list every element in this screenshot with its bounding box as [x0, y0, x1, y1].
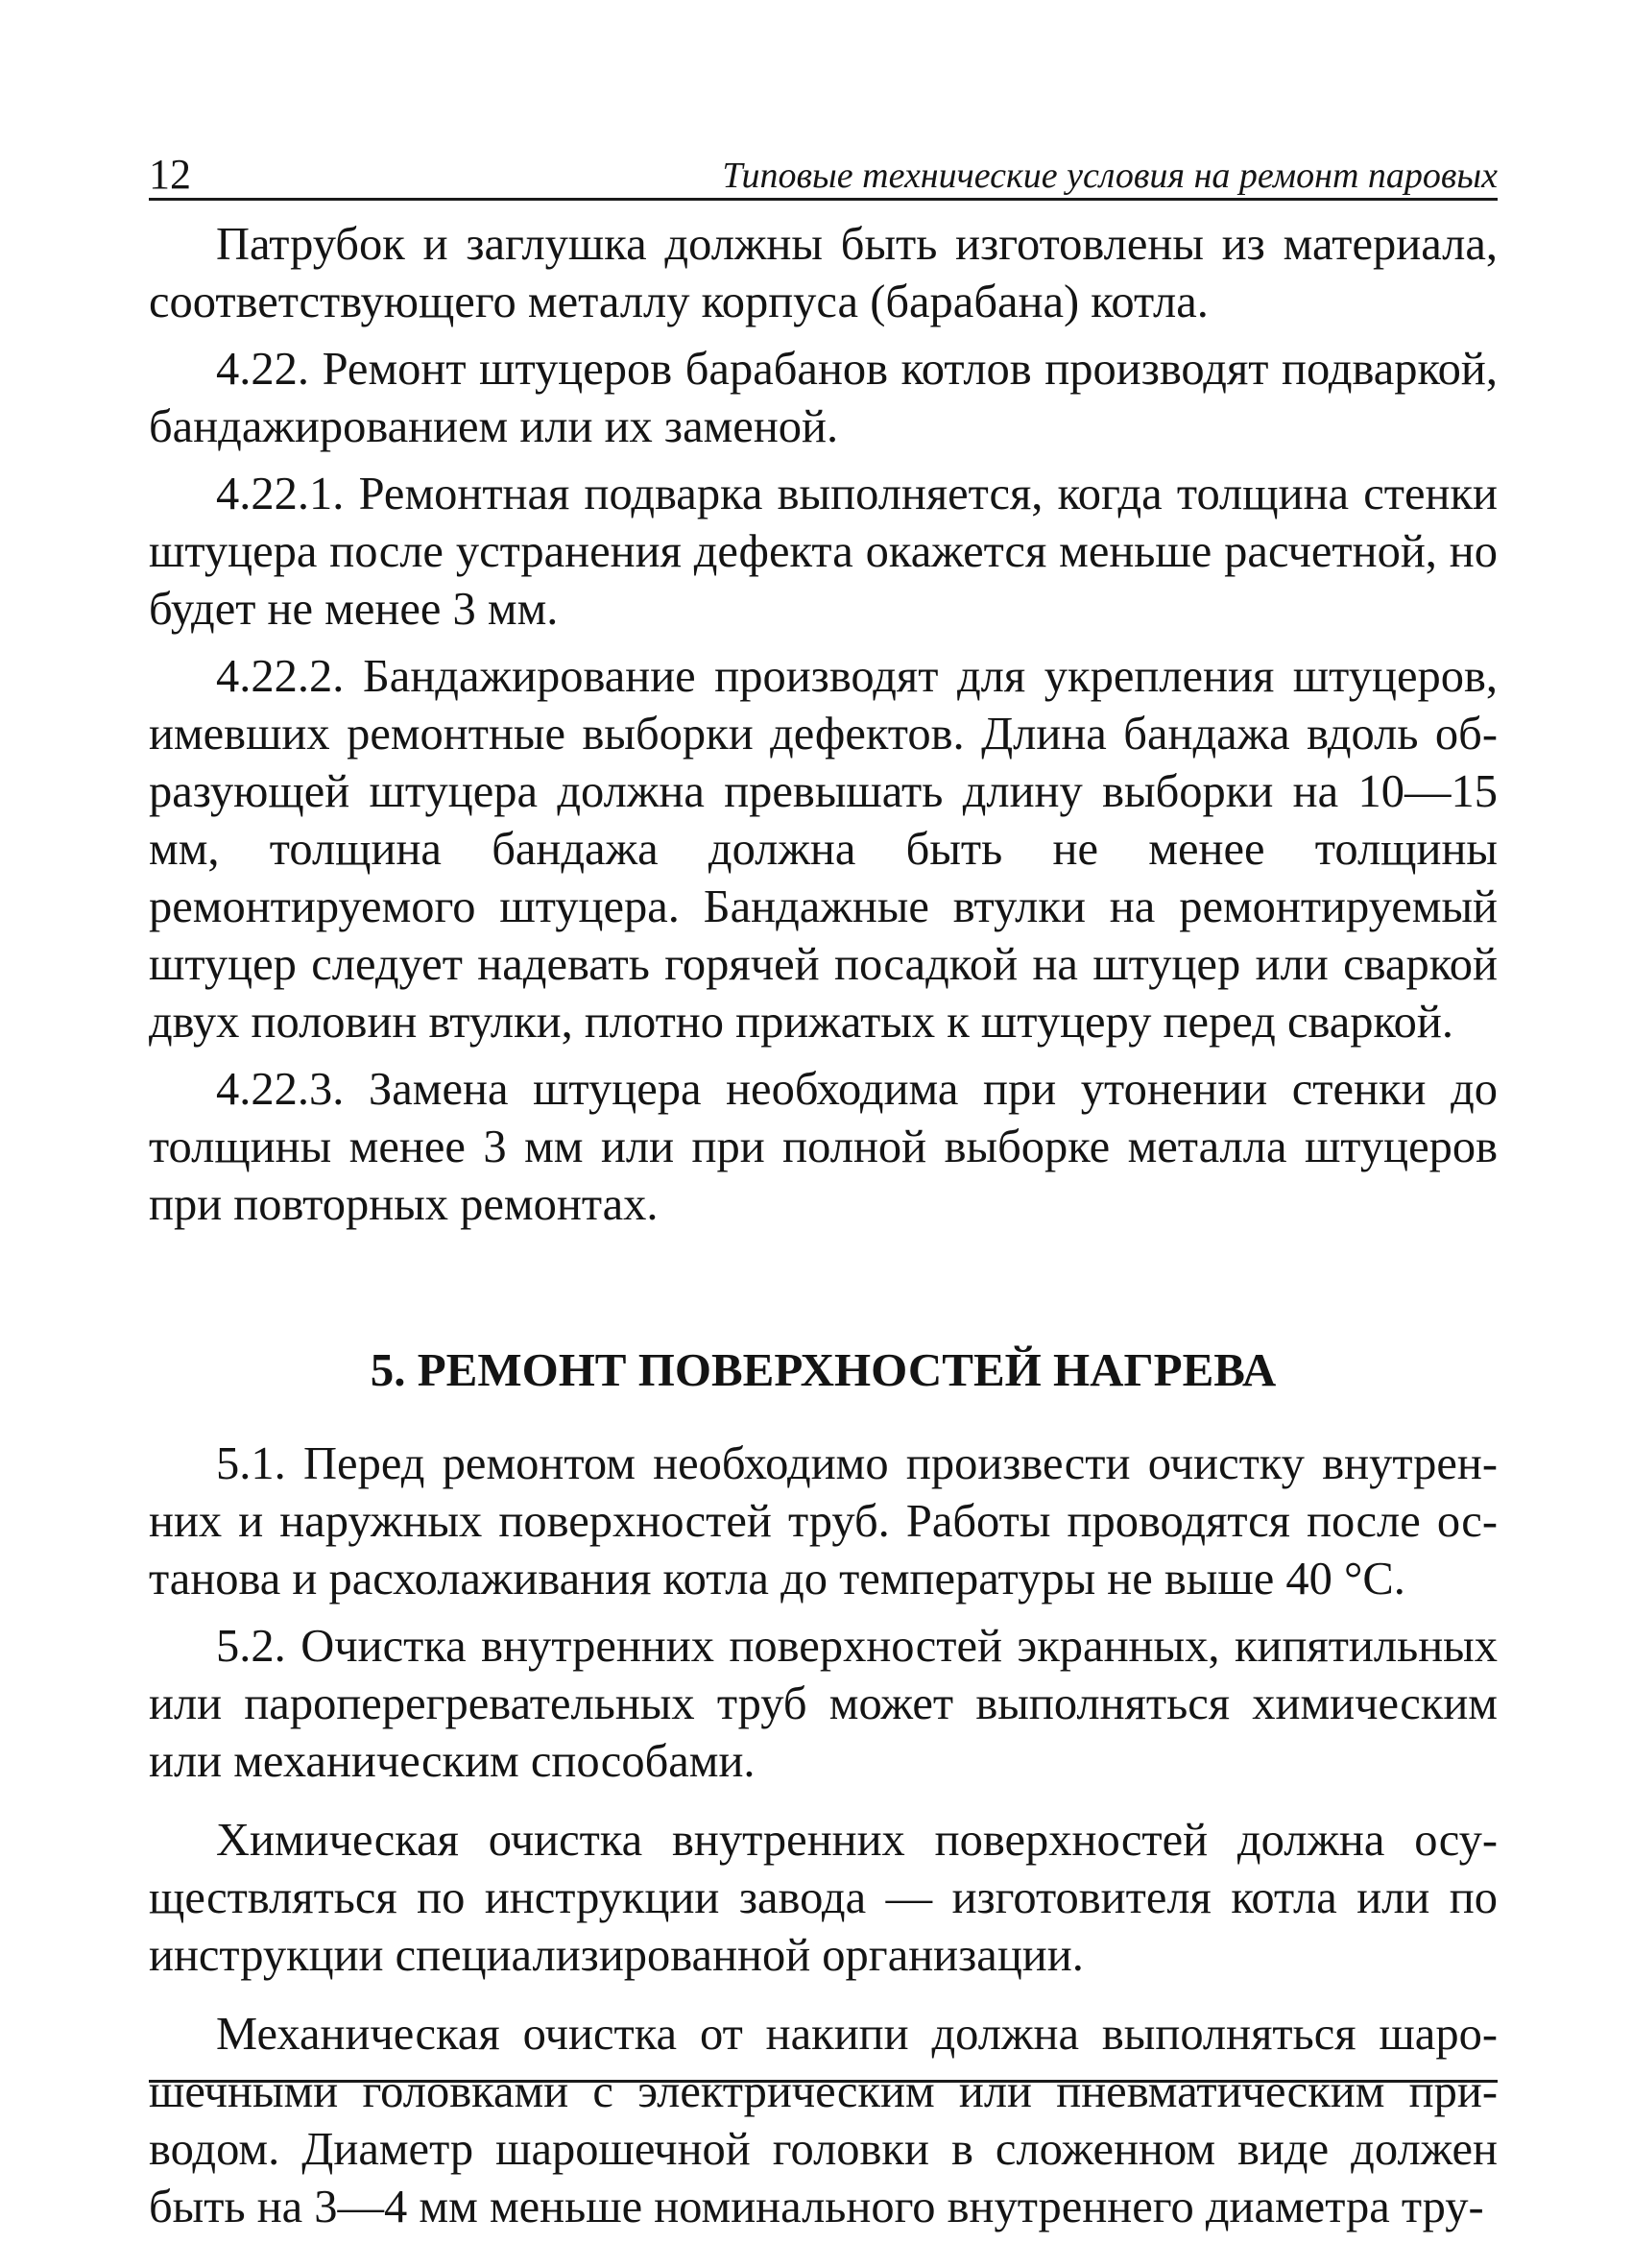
running-header: [149, 144, 1498, 201]
paragraph-5-2: 5.2. Очистка внутренних поверхностей экранных, кипятильных или пароперегревательных труб может выполняться химическим или механическим способами.: [149, 1621, 1498, 1787]
paragraph-4-22-2: 4.22.2. Бандажирование производят для укрепления штуцеров, имевших ремонтные выборки дефектов. Длина бандажа вдоль образующей штуцера должна превышать длину выборки на 10—15 мм, толщина бандажа должна быть не менее толщины ремонтируемого штуцера. Бандажные втулки на ремонтируемый штуцер следует надевать горячей посадкой на штуцер или сваркой двух половин втулки, плотно прижатых к штуцеру перед сваркой.: [149, 651, 1498, 1048]
section-heading: 5. РЕМОНТ ПОВЕРХНОСТЕЙ НАГРЕВА: [370, 1343, 1277, 1396]
paragraph-4-22-1: 4.22.1. Ремонтная подварка выполняется, когда толщина стенки штуцера после устранения дефекта окажется меньше расчетной, но будет не менее 3 мм.: [149, 469, 1498, 635]
paragraph-4-22: 4.22. Ремонт штуцеров барабанов котлов производят подваркой, бандажированием или их заменой.: [149, 344, 1498, 452]
paragraph-4-22-3: 4.22.3. Замена штуцера необходима при утонении стенки до толщины менее 3 мм или при полной выборке металла штуцеров при повторных ремонтах.: [149, 1064, 1498, 1230]
body-text: [149, 216, 1498, 2236]
running-title: Типовые технические условия на ремонт паровых: [722, 156, 1498, 196]
paragraph-chemical-cleaning: Химическая очистка внутренних поверхностей должна осуществляться по инструкции завода — изготовителя котла или по инструкции специализированной организации.: [149, 1815, 1498, 1981]
paragraph-mechanical-cleaning: Механическая очистка от накипи должна выполняться шарошечными головками с электрическим или пневматическим приводом. Диаметр шарошечной головки в сложенном виде должен быть на 3—4 мм меньше номинального внутреннего диаметра тру-: [149, 2009, 1498, 2232]
footer-rule: [149, 2080, 1498, 2083]
document-page: [149, 144, 1498, 2246]
paragraph: Патрубок и заглушка должны быть изготовлены из материала, соответствующего металлу корпуса (барабана) котла.: [149, 219, 1498, 327]
paragraph-5-1: 5.1. Перед ремонтом необходимо произвести очистку внутренних и наружных поверхностей труб. Работы проводятся после останова и расхолаживания котла до температуры не выше 40 °С.: [149, 1438, 1498, 1604]
page-number: 12: [149, 151, 191, 198]
